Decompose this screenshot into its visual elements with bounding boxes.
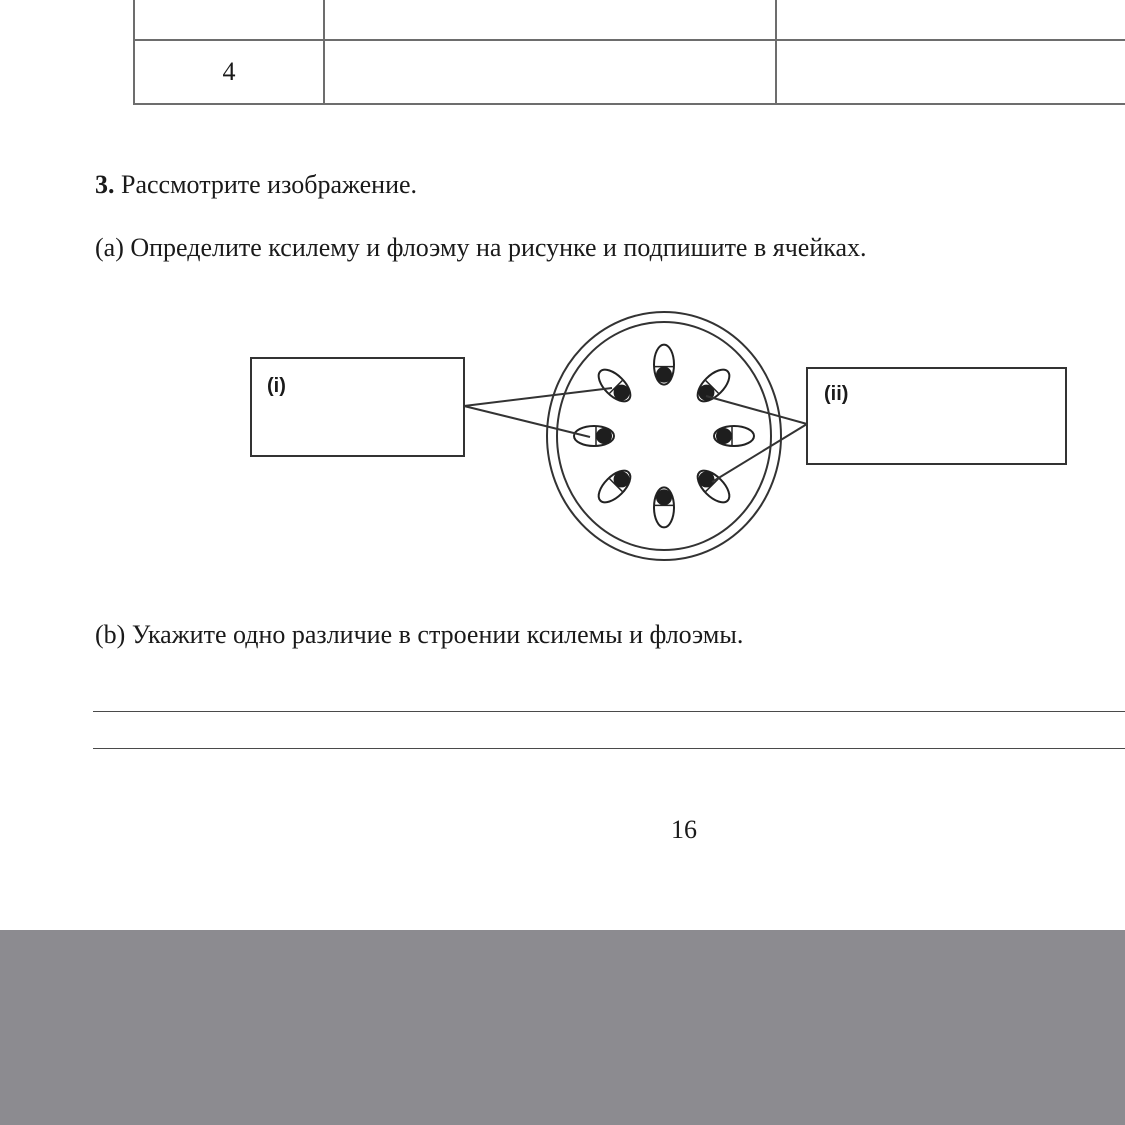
answer-line[interactable] — [93, 711, 1125, 712]
question-number: 3. — [95, 170, 115, 199]
vascular-bundle — [654, 345, 674, 385]
label-box-i[interactable] — [251, 358, 464, 456]
part-a-prompt: (a) Определите ксилему и флоэму на рисунке и подпишите в ячейках. — [95, 233, 867, 262]
part-b-prompt: (b) Укажите одно различие в строении ксилемы и флоэмы. — [95, 620, 744, 649]
bundle-inner-tissue — [656, 489, 672, 505]
question-text: Рассмотрите изображение. — [121, 170, 418, 199]
bundle-inner-tissue — [596, 428, 612, 444]
viewer-background — [0, 930, 1125, 1125]
label-box-ii-label: (ii) — [824, 383, 849, 405]
vascular-bundle — [654, 487, 674, 527]
page-number: 16 — [671, 815, 697, 844]
answer-line[interactable] — [93, 748, 1125, 749]
vascular-bundle — [714, 426, 754, 446]
table-cell-number: 4 — [134, 40, 324, 104]
bundle-inner-tissue — [656, 367, 672, 383]
bundle-inner-tissue — [716, 428, 732, 444]
label-box-i-label: (i) — [267, 375, 286, 397]
vascular-bundle — [574, 426, 614, 446]
